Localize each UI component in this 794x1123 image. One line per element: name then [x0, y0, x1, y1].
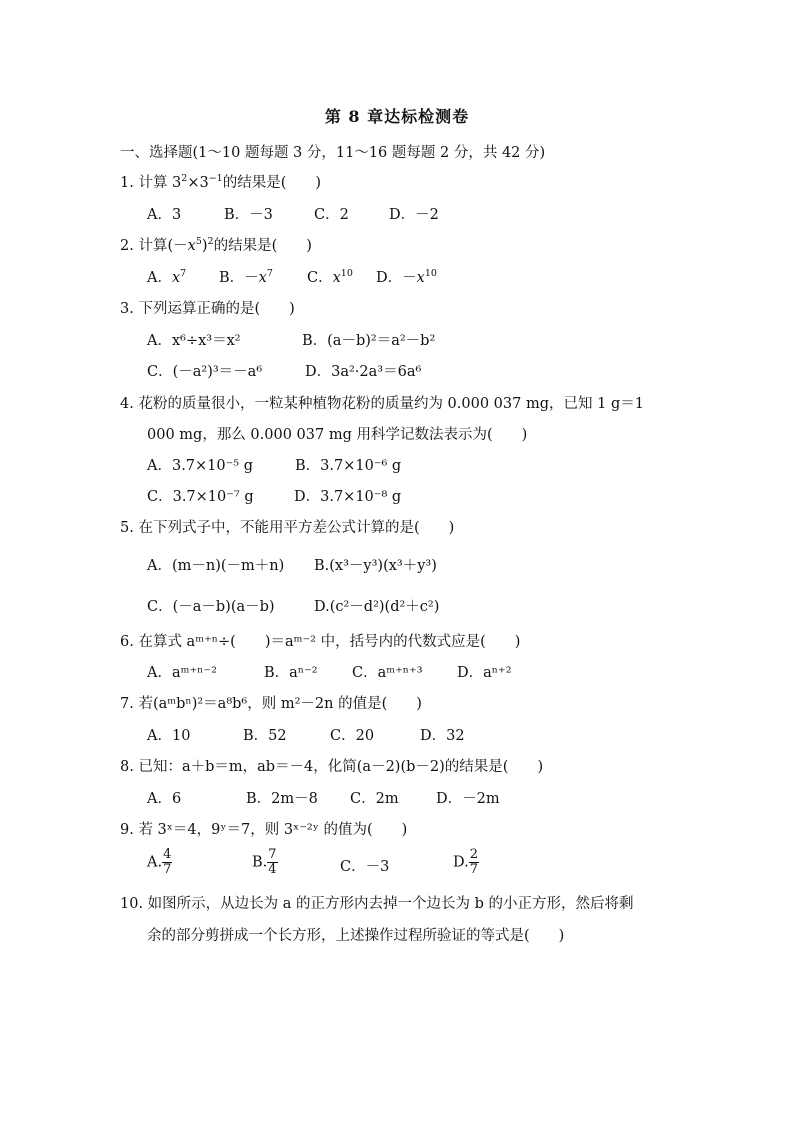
page-title: 第 8 章达标检测卷	[324, 107, 470, 126]
q4-option-d: D．3.7×10⁻⁸ g	[294, 489, 402, 505]
q2-option-c: C．$x^{10}$	[307, 268, 353, 286]
question-number: 10.	[120, 896, 144, 912]
question-stem: 计算$(-x^5)^2$的结果是( )	[138, 236, 312, 254]
q6-option-c: C．aᵐ⁺ⁿ⁺³	[352, 665, 423, 681]
q7-option-c: C．20	[330, 728, 375, 744]
q4-option-b: B．3.7×10⁻⁶ g	[295, 458, 402, 474]
question-number: 4.	[120, 396, 134, 412]
question-number: 1.	[120, 175, 134, 191]
q5-option-c: C．(－a－b)(a－b)	[147, 599, 275, 615]
q8-option-c: C．2m	[350, 791, 399, 807]
q3-option-b: B．(a－b)²＝a²－b²	[302, 333, 436, 349]
q4-option-a: A．3.7×10⁻⁵ g	[147, 458, 253, 474]
q7-option-d: D．32	[420, 728, 465, 744]
q3-option-a: A．x⁶÷x³＝x²	[147, 333, 241, 349]
q3-option-d: D．3a²·2a³＝6a⁶	[305, 364, 422, 380]
question-7	[120, 694, 422, 714]
q6-option-a: A．aᵐ⁺ⁿ⁻²	[147, 665, 217, 681]
question-stem: 花粉的质量很小，一粒某种植物花粉的质量约为 0.000 037 mg，已知 1 g＝1	[138, 396, 644, 412]
question-stem: 若(aᵐbⁿ)²＝a⁸b⁶，则 m²－2n 的值是( )	[138, 696, 422, 712]
q1-option-c: C．2	[314, 207, 349, 223]
q8-option-a: A．6	[147, 791, 182, 807]
question-8	[120, 757, 543, 777]
question-9	[120, 820, 407, 840]
q8-option-b: B．2m－8	[246, 791, 318, 807]
q2-option-d: D．$-x^{10}$	[376, 268, 437, 286]
question-4-continued: 000 mg，那么 0.000 037 mg 用科学记数法表示为( )	[147, 427, 528, 443]
q5-option-b: B.(x³－y³)(x³＋y³)	[314, 558, 437, 574]
q9-option-b: B. $\frac{7}{4}$	[252, 847, 277, 877]
question-4	[120, 394, 644, 414]
question-1	[120, 173, 321, 193]
q4-option-c: C．3.7×10⁻⁷ g	[147, 489, 254, 505]
q5-option-d: D.(c²－d²)(d²＋c²)	[314, 599, 440, 615]
q7-option-b: B．52	[243, 728, 287, 744]
question-number: 5.	[120, 520, 134, 536]
q1-option-a: A．3	[147, 207, 182, 223]
question-3	[120, 299, 295, 319]
q7-option-a: A．10	[147, 728, 191, 744]
question-number: 6.	[120, 634, 134, 650]
q9-option-c: C．－3	[340, 859, 390, 875]
question-number: 3.	[120, 301, 134, 317]
q8-option-d: D．－2m	[436, 791, 500, 807]
q6-option-b: B．aⁿ⁻²	[264, 665, 318, 681]
question-stem: 在算式 aᵐ⁺ⁿ÷( )＝aᵐ⁻² 中，括号内的代数式应是( )	[138, 634, 521, 650]
section-heading: 一、选择题(1～10 题每题 3 分，11～16 题每题 2 分，共 42 分)	[120, 145, 546, 161]
q5-option-a: A．(m－n)(－m＋n)	[147, 558, 285, 574]
question-6	[120, 632, 520, 652]
question-stem: 如图所示，从边长为 a 的正方形内去掉一个边长为 b 的小正方形，然后将剩	[147, 896, 634, 912]
question-stem: 已知：a＋b＝m，ab＝－4，化简(a－2)(b－2)的结果是( )	[138, 759, 544, 775]
question-stem: 计算 $3^2\times 3^{-1}$的结果是( )	[138, 173, 322, 191]
question-stem: 在下列式子中，不能用平方差公式计算的是( )	[138, 520, 455, 536]
q1-option-b: B．－3	[224, 207, 273, 223]
q3-option-c: C．(－a²)³＝－a⁶	[147, 364, 263, 380]
q9-option-d: D. $\frac{2}{7}$	[453, 847, 478, 877]
q1-option-d: D．－2	[389, 207, 439, 223]
q6-option-d: D．aⁿ⁺²	[457, 665, 512, 681]
question-2	[120, 236, 312, 256]
question-stem: 下列运算正确的是( )	[138, 301, 295, 317]
q2-option-b: B．$-x^7$	[219, 268, 273, 286]
question-number: 8.	[120, 759, 134, 775]
question-number: 2.	[120, 238, 134, 254]
question-10	[120, 894, 634, 914]
question-10-continued: 余的部分剪拼成一个长方形，上述操作过程所验证的等式是( )	[147, 928, 565, 944]
question-number: 7.	[120, 696, 134, 712]
q2-option-a: A．$x^7$	[147, 268, 187, 286]
question-stem: 若 3ˣ＝4，9ʸ＝7，则 3ˣ⁻²ʸ 的值为( )	[138, 822, 408, 838]
q9-option-a: A. $\frac{4}{7}$	[147, 847, 172, 877]
question-number: 9.	[120, 822, 134, 838]
question-5	[120, 518, 454, 538]
